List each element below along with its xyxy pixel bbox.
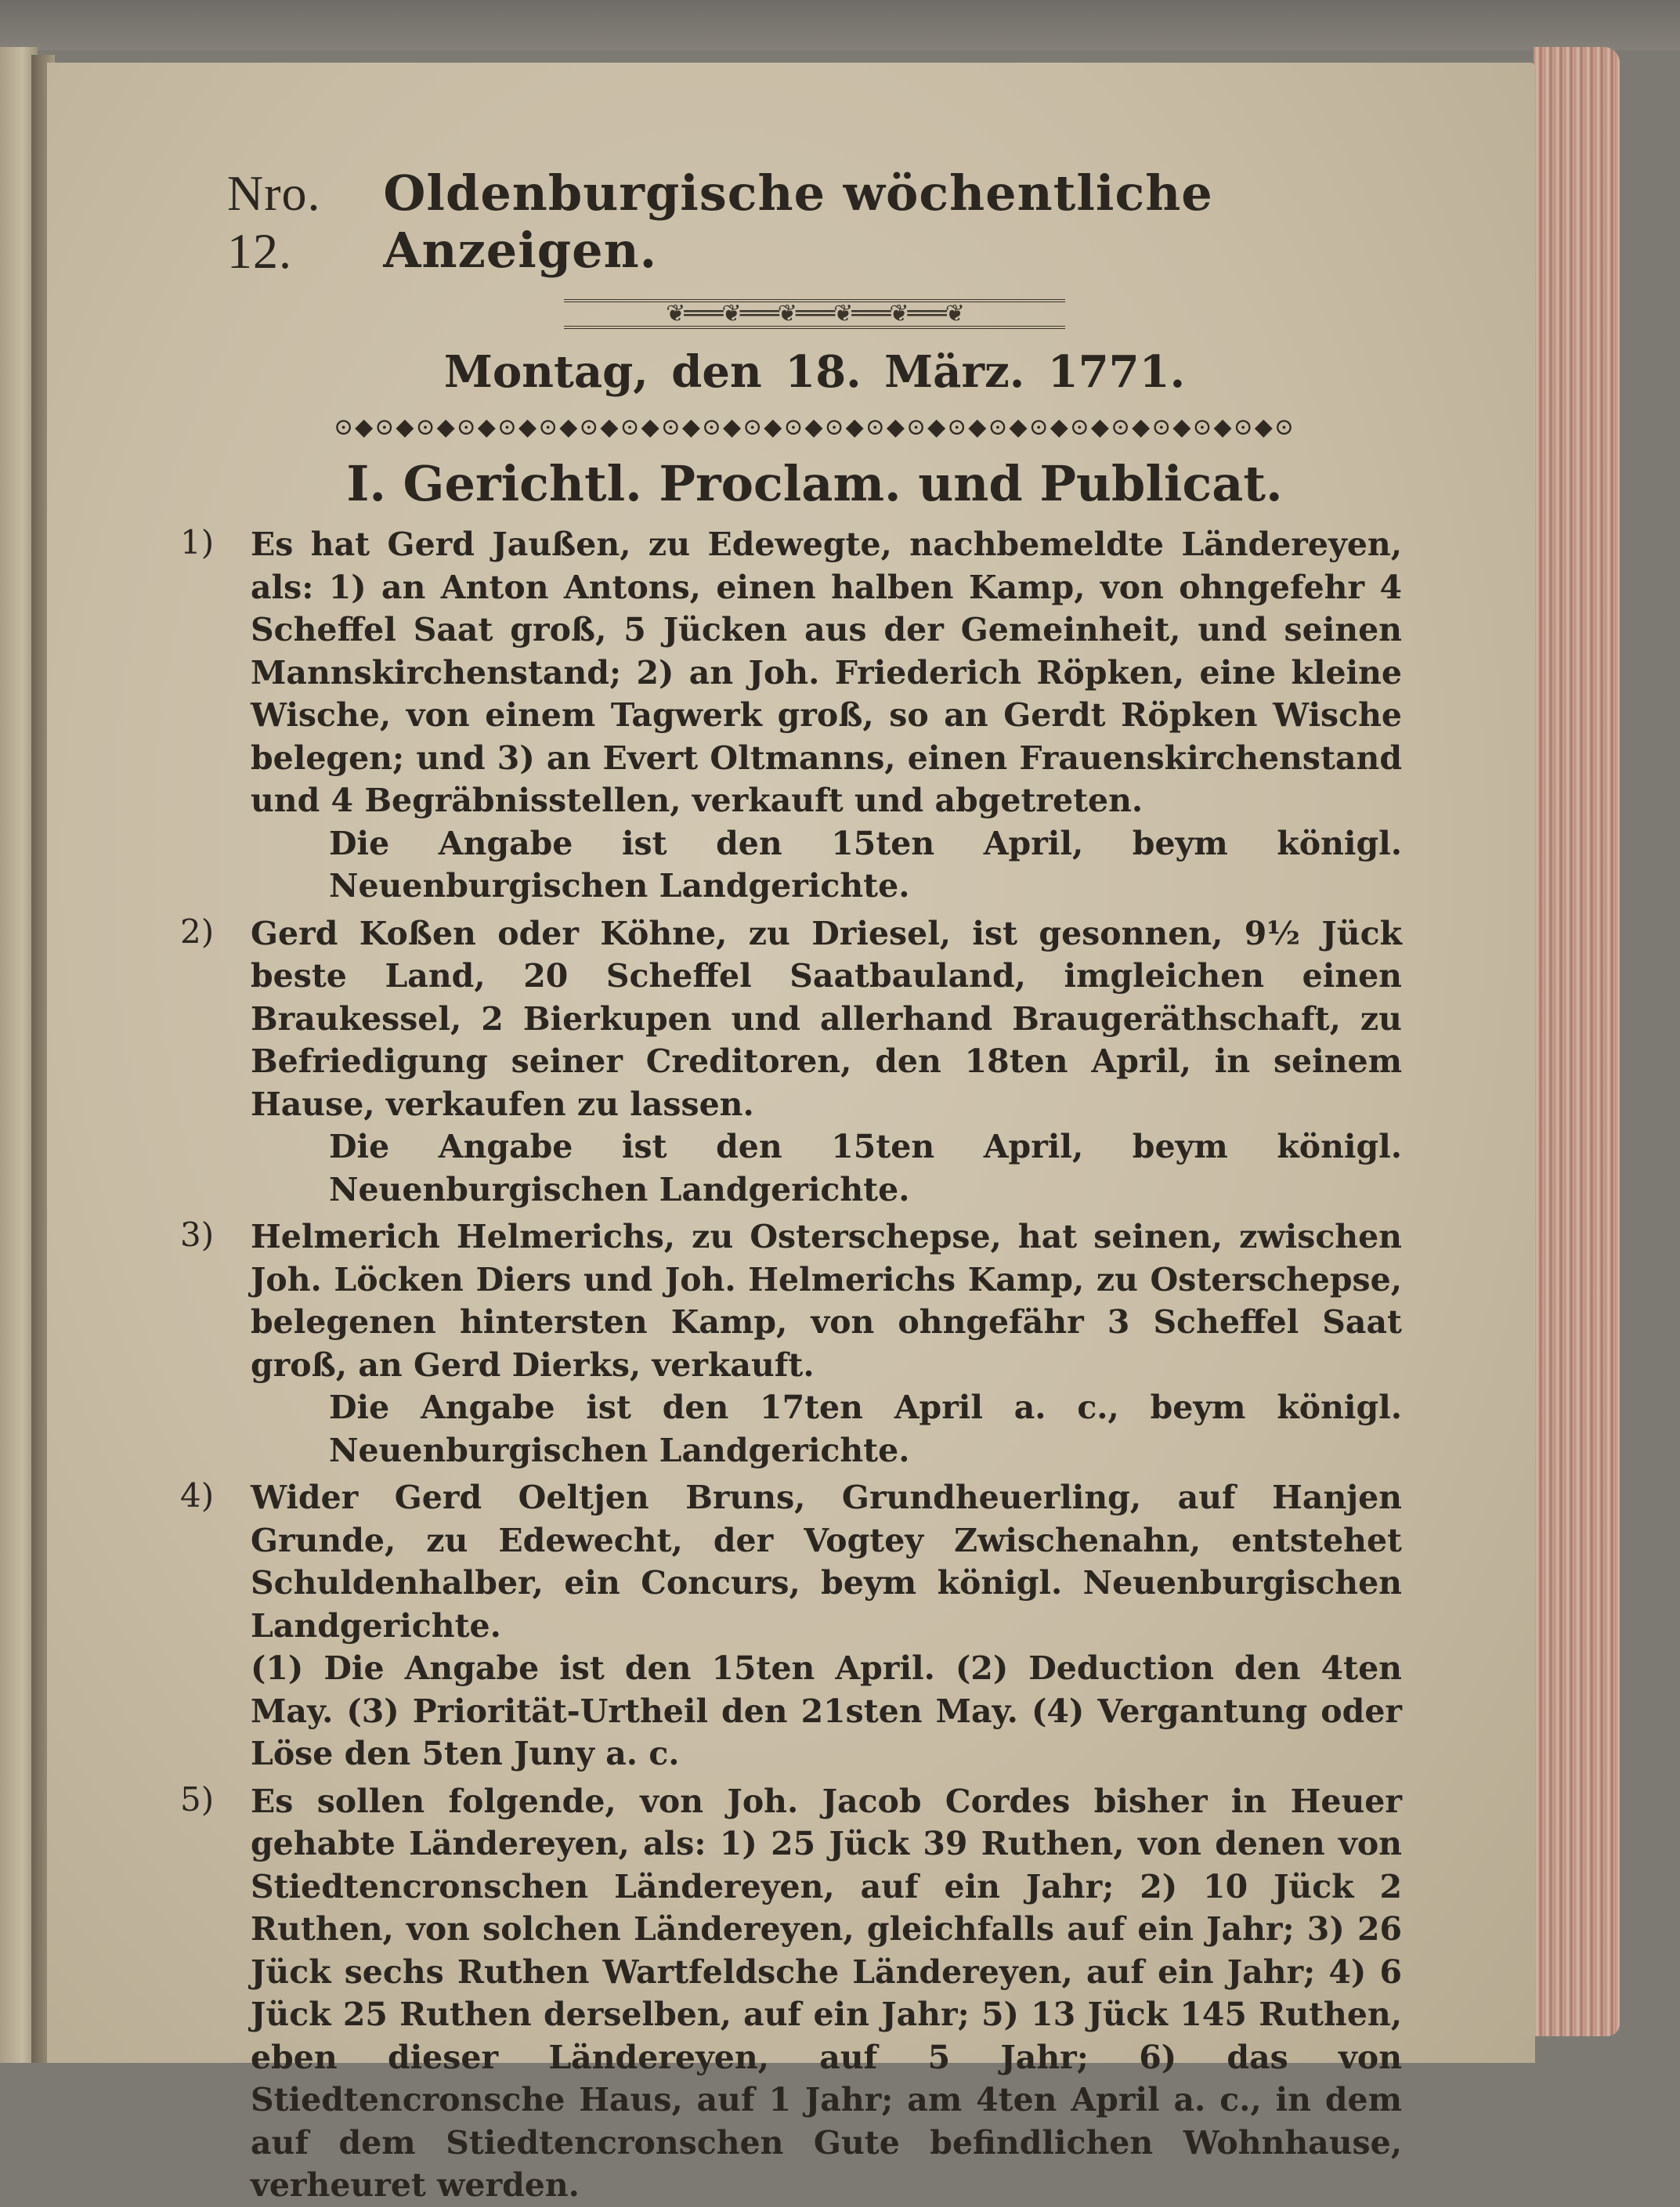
notice-item [180,912,1402,1212]
notice-text: Es hat Gerd Jaußen, zu Edewegte, nachbemeldte Ländereyen, als: 1) an Anton Antons, einen halben Kamp, von ohngefehr 4 Scheffel Saat groß, 5 Jücken aus der Gemeinheit, und seinen Mannskirchenstand; 2) an Joh. Friederich Röpken, eine kleine Wische, von einem Tagwerk groß, so an Gerdt Röpken Wische belegen; und 3) an Evert Oltmanns, einen Frauenskirchenstand und 4 Begräbnisstellen, verkauft und abgetreten. [251,526,1402,819]
ornament-dot-row: ⊙◆⊙◆⊙◆⊙◆⊙◆⊙◆⊙◆⊙◆⊙◆⊙◆⊙◆⊙◆⊙◆⊙◆⊙◆⊙◆⊙◆⊙◆⊙◆⊙◆⊙◆⊙◆⊙◆⊙ [334,414,1295,441]
notice-text: Wider Gerd Oeltjen Bruns, Grundheuerling, auf Hanjen Grunde, zu Edewecht, der Vogtey Zwischenahn, entstehet Schuldenhalber, ein Concurs, beym königl. Neuenburgischen Landgerichte. [251,1479,1402,1645]
ornamental-rule: ❦═══❦═══❦═══❦═══❦═══❦ [564,299,1065,329]
notice-text: Helmerich Helmerichs, zu Osterschepse, hat seinen, zwischen Joh. Löcken Diers und Joh. Helmerichs Kamp, zu Osterschepse, belegenen hintersten Kamp, von ohngefähr 3 Scheffel Saat groß, an Gerd Dierks, verkauft. [251,1218,1402,1384]
notice-number: 3) [180,1215,215,1254]
notice-item [180,1779,1402,2207]
page-block-edges [1534,47,1620,2036]
newspaper-page [47,63,1535,2204]
masthead [227,164,1402,280]
notice-note: (1) Die Angabe ist den 15ten April. (2) Deduction den 4ten May. (3) Priorität-Urtheil den 21sten May. (4) Vergantung oder Löse den 5ten Juny a. c. [251,1649,1402,1772]
notice-text: Gerd Koßen oder Köhne, zu Driesel, ist gesonnen, 9½ Jück beste Land, 20 Scheffel Saatbauland, imgleichen einen Braukessel, 2 Bierkupen und allerhand Braugeräthschaft, zu Befriedigung seiner Creditoren, den 18ten April, in seinem Hause, verkaufen zu lassen. [251,914,1402,1123]
notice-number: 2) [180,912,215,951]
notice-list [180,523,1402,2207]
notice-text: Es sollen folgende, von Joh. Jacob Cordes bisher in Heuer gehabte Ländereyen, als: 1) 25 Jück 39 Ruthen, von denen von Stiedtencronschen Ländereyen, auf ein Jahr; 2) 10 Jück 2 Ruthen, von solchen Ländereyen, gleichfalls auf ein Jahr; 3) 26 Jück sechs Ruthen Wartfeldsche Ländereyen, auf ein Jahr; 4) 6 Jück 25 Ruthen derselben, auf ein Jahr; 5) 13 Jück 145 Ruthen, eben dieser Ländereyen, auf 5 Jahr; 6) das von Stiedtencronsche Haus, auf 1 Jahr; am 4ten April a. c., in dem auf dem Stiedtencronschen Gute befindlichen Wohnhause, verheuret werden. [251,1782,1402,2204]
section-heading: I. Gerichtl. Proclam. und Publicat. [346,455,1283,512]
notice-item [180,523,1402,908]
book-cover-edge [0,0,1680,50]
notice-note: Die Angabe ist den 17ten April a. c., beym königl. Neuenburgischen Landgerichte. [329,1389,1402,1469]
notice-note: Die Angabe ist den 15ten April, beym königl. Neuenburgischen Landgerichte. [329,1128,1402,1208]
notice-note: Die Angabe ist den 15ten April, beym königl. Neuenburgischen Landgerichte. [329,824,1402,905]
notice-number: 4) [180,1476,215,1515]
newspaper-title: Oldenburgische wöchentliche Anzeigen. [383,164,1213,279]
notice-item [180,1476,1402,1775]
notice-item [180,1215,1402,1472]
notice-number: 5) [180,1779,215,1819]
notice-number: 1) [180,523,215,562]
dateline: Montag, den 18. März. 1771. [443,346,1186,398]
issue-number: Nro. 12. [227,165,321,279]
page-content [180,164,1402,2207]
